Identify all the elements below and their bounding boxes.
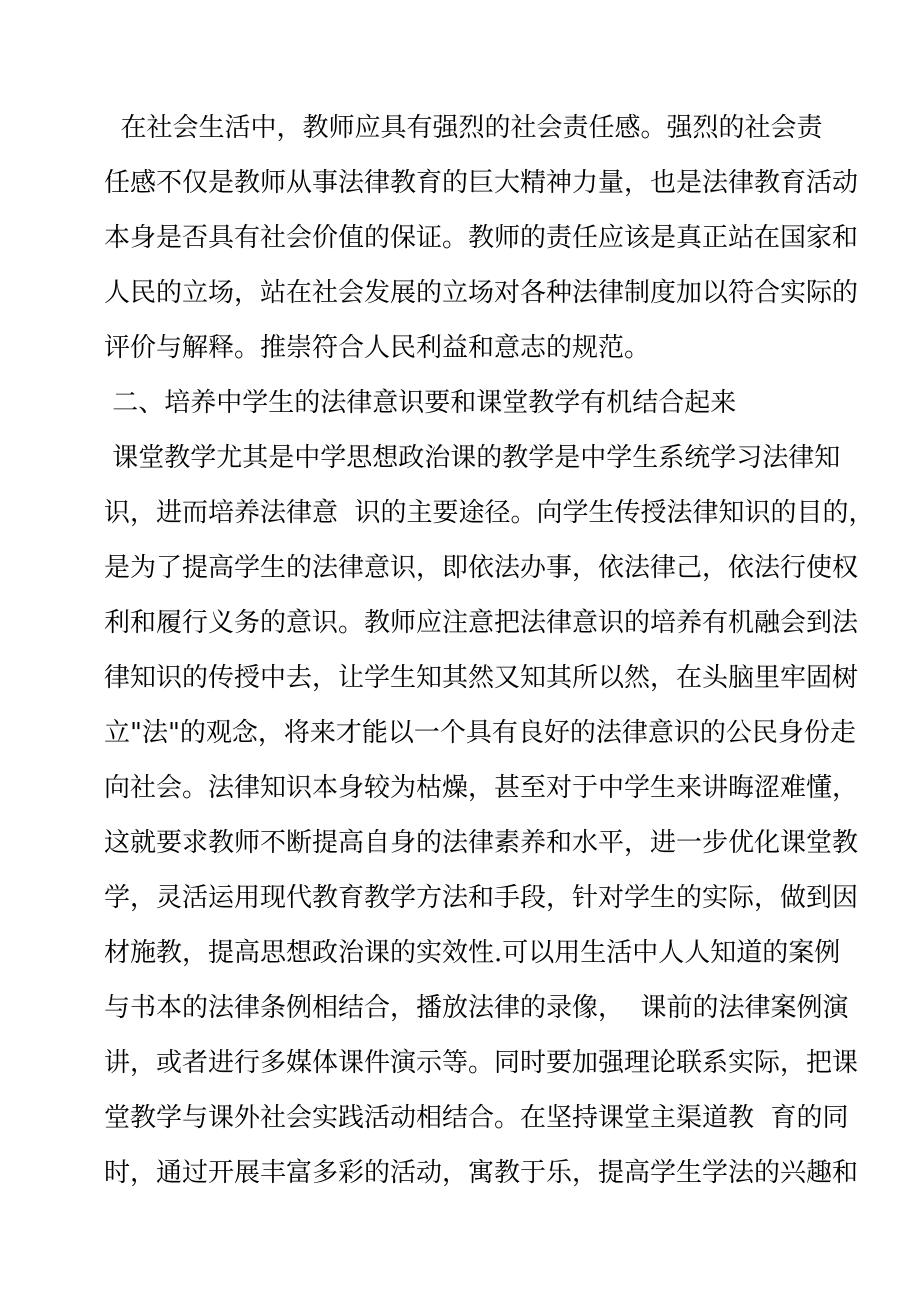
paragraph-2-line-4: 利和履行义务的意识。教师应注意把法律意识的培养有机融会到法 (104, 608, 859, 638)
paragraph-2-line-6: 立"法"的观念，将来才能以一个具有良好的法律意识的公民身份走 (104, 718, 856, 748)
paragraph-2-line-12: 讲，或者进行多媒体课件演示等。同时要加强理论联系实际，把课 (104, 1048, 859, 1078)
paragraph-2-line-14: 时，通过开展丰富多彩的活动，寓教于乐，提高学生学法的兴趣和 (104, 1158, 859, 1188)
paragraph-1-line-4: 人民的立场，站在社会发展的立场对各种法律制度加以符合实际的 (104, 278, 859, 308)
section-heading-2: 二、培养中学生的法律意识要和课堂教学有机结合起来 (104, 388, 737, 418)
paragraph-2-line-10: 材施教，提高思想政治课的实效性.可以用生活中人人知道的案例 (104, 938, 841, 968)
paragraph-1-line-3: 本身是否具有社会价值的保证。教师的责任应该是真正站在国家和 (104, 223, 859, 253)
paragraph-2-line-2: 识，进而培养法律意 识的主要途径。向学生传授法律知识的目的， (104, 498, 875, 528)
paragraph-2-line-13: 堂教学与课外社会实践活动相结合。在坚持课堂主渠道教 育的同 (104, 1103, 849, 1133)
paragraph-2-line-3: 是为了提高学生的法律意识，即依法办事，依法律己，依法行使权 (104, 553, 859, 583)
paragraph-2-line-1: 课堂教学尤其是中学思想政治课的教学是中学生系统学习法律知 (104, 443, 841, 473)
paragraph-1-line-2: 任感不仅是教师从事法律教育的巨大精神力量，也是法律教育活动 (104, 168, 859, 198)
paragraph-2-line-9: 学，灵活运用现代教育教学方法和手段，针对学生的实际，做到因 (104, 883, 859, 913)
paragraph-2-line-8: 这就要求教师不断提高自身的法律素养和水平，进一步优化课堂教 (104, 828, 859, 858)
paragraph-1-line-5: 评价与解释。推崇符合人民利益和意志的规范。 (104, 333, 651, 363)
paragraph-2-line-5: 律知识的传授中去，让学生知其然又知其所以然，在头脑里牢固树 (104, 663, 859, 693)
paragraph-2-line-7: 向社会。法律知识本身较为枯燥，甚至对于中学生来讲晦涩难懂， (104, 773, 859, 803)
paragraph-1-line-1: 在社会生活中，教师应具有强烈的社会责任感。强烈的社会责 (104, 113, 823, 143)
paragraph-2-line-11: 与书本的法律条例相结合，播放法律的录像， 课前的法律案例演 (104, 993, 849, 1023)
